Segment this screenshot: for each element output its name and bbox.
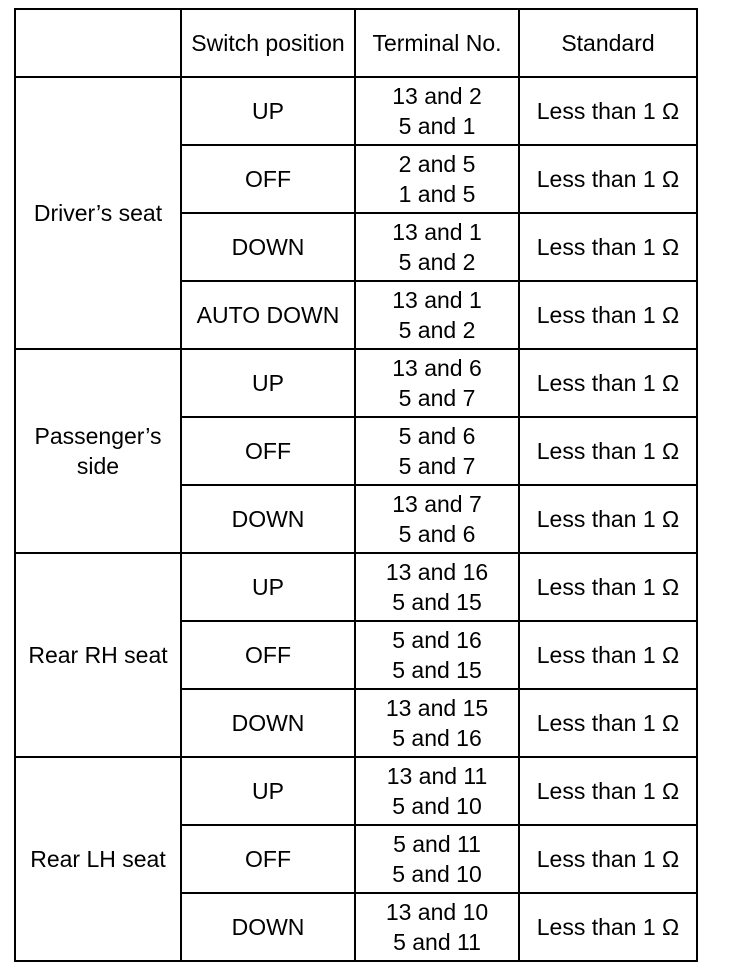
standard-cell: Less than 1 Ω [519,553,697,621]
standard-cell: Less than 1 Ω [519,485,697,553]
switch-position-cell: OFF [181,145,355,213]
terminal-pair: 5 and 2 [398,317,476,343]
seat-cell: Rear LH seat [15,757,181,961]
terminal-pair: 13 and 1 [392,287,482,313]
terminal-no-cell [355,621,519,689]
switch-continuity-table [14,8,698,962]
table-body [15,77,697,961]
terminal-pair: 13 and 16 [385,559,489,585]
terminal-pair: 13 and 2 [392,83,482,109]
terminal-pair: 13 and 15 [385,695,489,721]
terminal-no-cell [355,77,519,145]
terminal-no-cell [355,417,519,485]
standard-cell: Less than 1 Ω [519,417,697,485]
terminal-pair: 5 and 6 [398,521,476,547]
terminal-pair: 5 and 1 [398,113,476,139]
standard-cell: Less than 1 Ω [519,281,697,349]
switch-position-cell: UP [181,349,355,417]
terminal-pair: 5 and 2 [398,249,476,275]
terminal-no-cell [355,689,519,757]
terminal-no-cell [355,893,519,961]
standard-cell: Less than 1 Ω [519,349,697,417]
switch-position-cell: DOWN [181,893,355,961]
terminal-pair: 5 and 7 [398,385,476,411]
terminal-no-cell [355,281,519,349]
terminal-no-cell [355,349,519,417]
switch-position-cell: UP [181,553,355,621]
seat-cell: Rear RH seat [15,553,181,757]
terminal-pair: 13 and 10 [385,899,489,925]
header-seat [15,9,181,77]
terminal-pair: 5 and 15 [392,657,482,683]
terminal-pair: 5 and 15 [392,589,482,615]
terminal-no-cell [355,553,519,621]
header-standard: Standard [519,9,697,77]
switch-position-cell: DOWN [181,485,355,553]
terminal-pair: 13 and 11 [386,763,488,789]
header-row [15,9,697,77]
terminal-pair: 5 and 16 [392,627,482,653]
table-row [15,349,697,417]
terminal-pair: 5 and 11 [393,831,481,857]
standard-cell: Less than 1 Ω [519,213,697,281]
seat-cell: Driver’s seat [15,77,181,349]
terminal-pair: 5 and 16 [392,725,482,751]
switch-position-cell: DOWN [181,689,355,757]
terminal-no-cell [355,825,519,893]
terminal-pair: 2 and 5 [398,151,476,177]
switch-position-cell: AUTO DOWN [181,281,355,349]
terminal-pair: 5 and 10 [392,861,482,887]
standard-cell: Less than 1 Ω [519,757,697,825]
table-row [15,77,697,145]
terminal-pair: 13 and 6 [392,355,482,381]
switch-position-cell: UP [181,757,355,825]
switch-position-cell: OFF [181,417,355,485]
header-switch-position: Switch position [181,9,355,77]
terminal-no-cell [355,145,519,213]
terminal-pair: 5 and 6 [398,423,476,449]
switch-position-cell: DOWN [181,213,355,281]
terminal-pair: 5 and 7 [398,453,476,479]
table-row [15,553,697,621]
terminal-no-cell [355,485,519,553]
terminal-pair: 13 and 1 [392,219,482,245]
terminal-no-cell [355,213,519,281]
standard-cell: Less than 1 Ω [519,77,697,145]
terminal-pair: 13 and 7 [392,491,482,517]
standard-cell: Less than 1 Ω [519,893,697,961]
terminal-pair: 5 and 10 [392,793,482,819]
terminal-no-cell [355,757,519,825]
switch-position-cell: OFF [181,825,355,893]
standard-cell: Less than 1 Ω [519,145,697,213]
seat-cell: Passenger’s side [15,349,181,553]
standard-cell: Less than 1 Ω [519,689,697,757]
terminal-pair: 1 and 5 [398,181,476,207]
table-row [15,757,697,825]
switch-position-cell: UP [181,77,355,145]
standard-cell: Less than 1 Ω [519,621,697,689]
header-terminal-no: Terminal No. [355,9,519,77]
standard-cell: Less than 1 Ω [519,825,697,893]
switch-position-cell: OFF [181,621,355,689]
terminal-pair: 5 and 11 [393,929,481,955]
